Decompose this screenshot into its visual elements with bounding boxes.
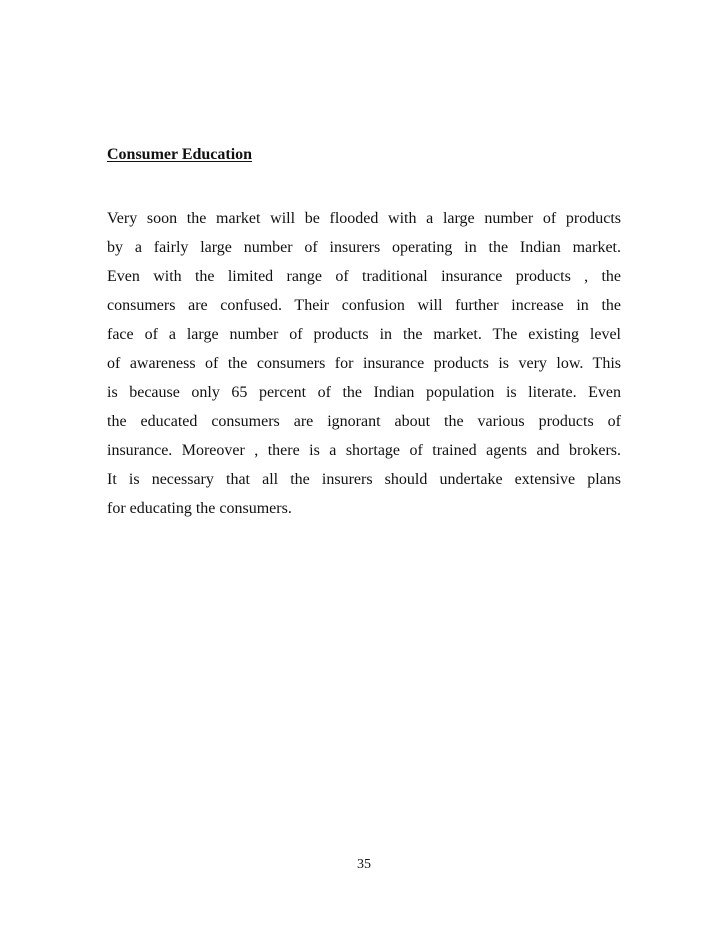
paragraph-line: consumers are confused. Their confusion will further increase in the <box>107 297 621 314</box>
paragraph-line: face of a large number of products in the market. The existing level <box>107 326 621 343</box>
section-heading: Consumer Education <box>107 146 253 163</box>
paragraph-line: for educating the consumers. <box>107 500 292 517</box>
paragraph-line: It is necessary that all the insurers should undertake extensive plans <box>107 471 621 488</box>
body-paragraph <box>107 204 621 523</box>
paragraph-line: Very soon the market will be flooded with a large number of products <box>107 210 621 227</box>
paragraph-line: the educated consumers are ignorant about the various products of <box>107 413 621 430</box>
paragraph-line: insurance. Moreover , there is a shortage of trained agents and brokers. <box>107 442 621 459</box>
paragraph-line: Even with the limited range of traditional insurance products , the <box>107 268 621 285</box>
paragraph-line: of awareness of the consumers for insurance products is very low. This <box>107 355 621 372</box>
paragraph-line: is because only 65 percent of the Indian population is literate. Even <box>107 384 621 401</box>
paragraph-line: by a fairly large number of insurers operating in the Indian market. <box>107 239 621 256</box>
page-number: 35 <box>357 857 371 872</box>
